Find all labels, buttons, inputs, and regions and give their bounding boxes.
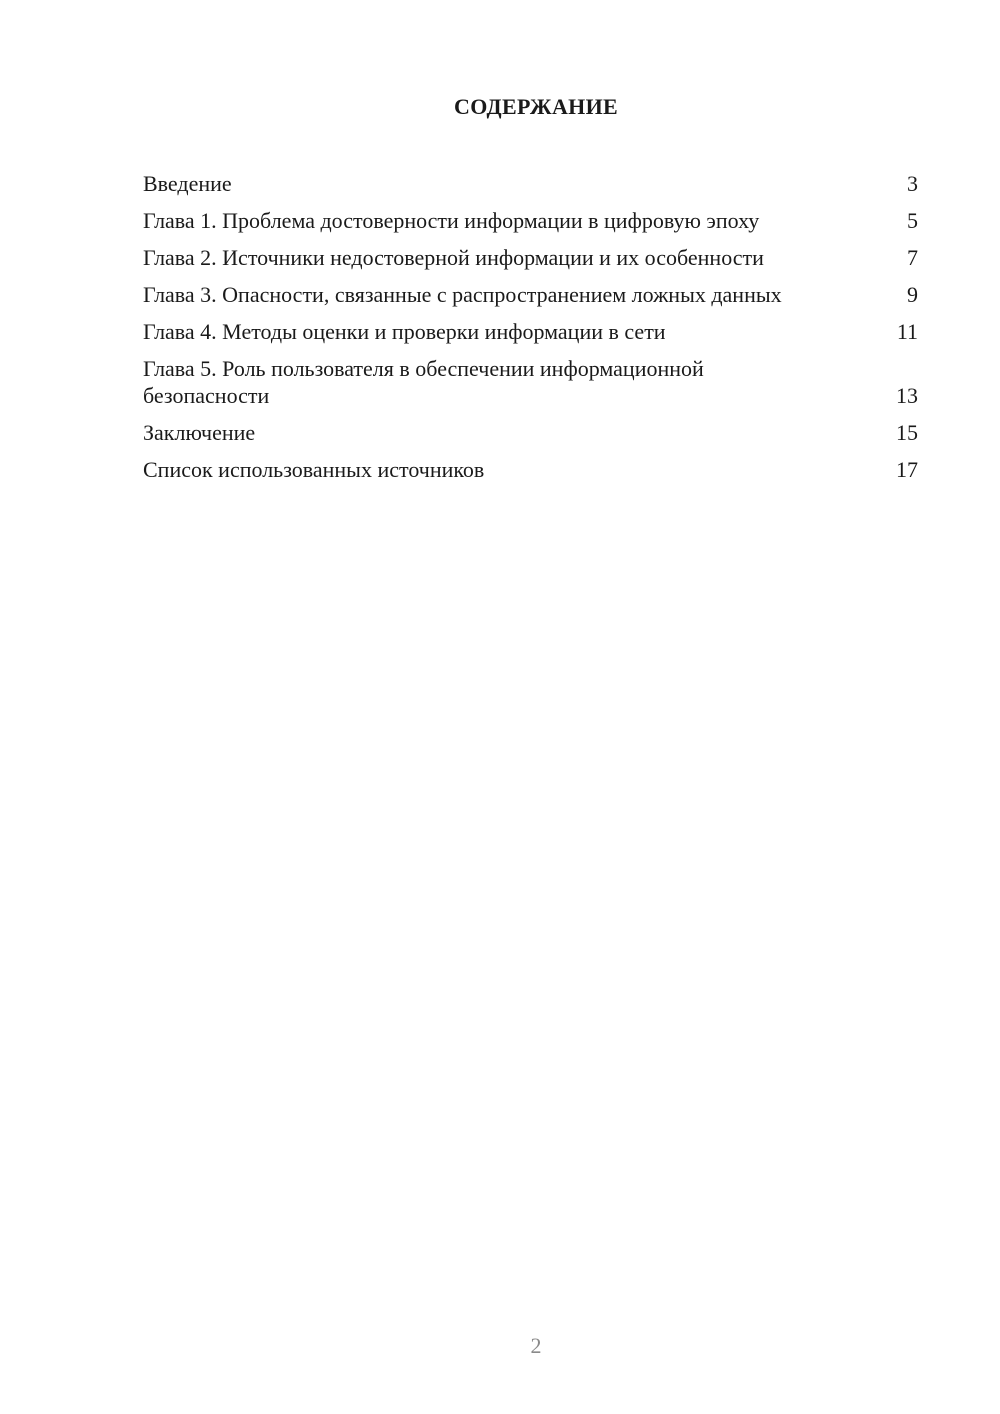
toc-entry-chapter-4[interactable] xyxy=(143,318,918,345)
toc-entry-page: 3 xyxy=(907,171,918,196)
toc-entry-chapter-5[interactable] xyxy=(143,355,918,409)
toc-entry-text: Глава 2. Источники недостоверной информации и их особенности xyxy=(143,245,764,270)
toc-entry-page: 5 xyxy=(907,208,918,233)
toc-entry-text: Глава 1. Проблема достоверности информации в цифровую эпоху xyxy=(143,208,760,233)
toc-entry-text: Глава 4. Методы оценки и проверки информации в сети xyxy=(143,319,666,344)
page-title: СОДЕРЖАНИЕ xyxy=(454,94,618,119)
toc-entry-introduction[interactable] xyxy=(143,170,918,197)
toc-entry-text: Список использованных источников xyxy=(143,457,485,482)
toc-entry-text: Глава 3. Опасности, связанные с распространением ложных данных xyxy=(143,282,782,307)
toc-entry-text: Введение xyxy=(143,171,232,196)
toc-entry-page: 11 xyxy=(896,319,918,344)
toc-entry-text: Заключение xyxy=(143,420,256,445)
toc-entry-chapter-3[interactable] xyxy=(143,281,918,308)
page-number: 2 xyxy=(530,1333,542,1358)
toc-entry-page: 7 xyxy=(907,245,918,270)
toc-entry-references[interactable] xyxy=(143,456,918,483)
toc-entry-page: 13 xyxy=(896,383,918,408)
toc-entry-chapter-2[interactable] xyxy=(143,244,918,271)
table-of-contents xyxy=(143,170,918,493)
toc-entry-chapter-1[interactable] xyxy=(143,207,918,234)
toc-entry-page: 15 xyxy=(896,420,918,445)
toc-entry-page: 17 xyxy=(896,457,918,482)
toc-entry-text: Глава 5. Роль пользователя в обеспечении информационной безопасности xyxy=(143,356,704,408)
toc-entry-page: 9 xyxy=(907,282,918,307)
toc-entry-conclusion[interactable] xyxy=(143,419,918,446)
